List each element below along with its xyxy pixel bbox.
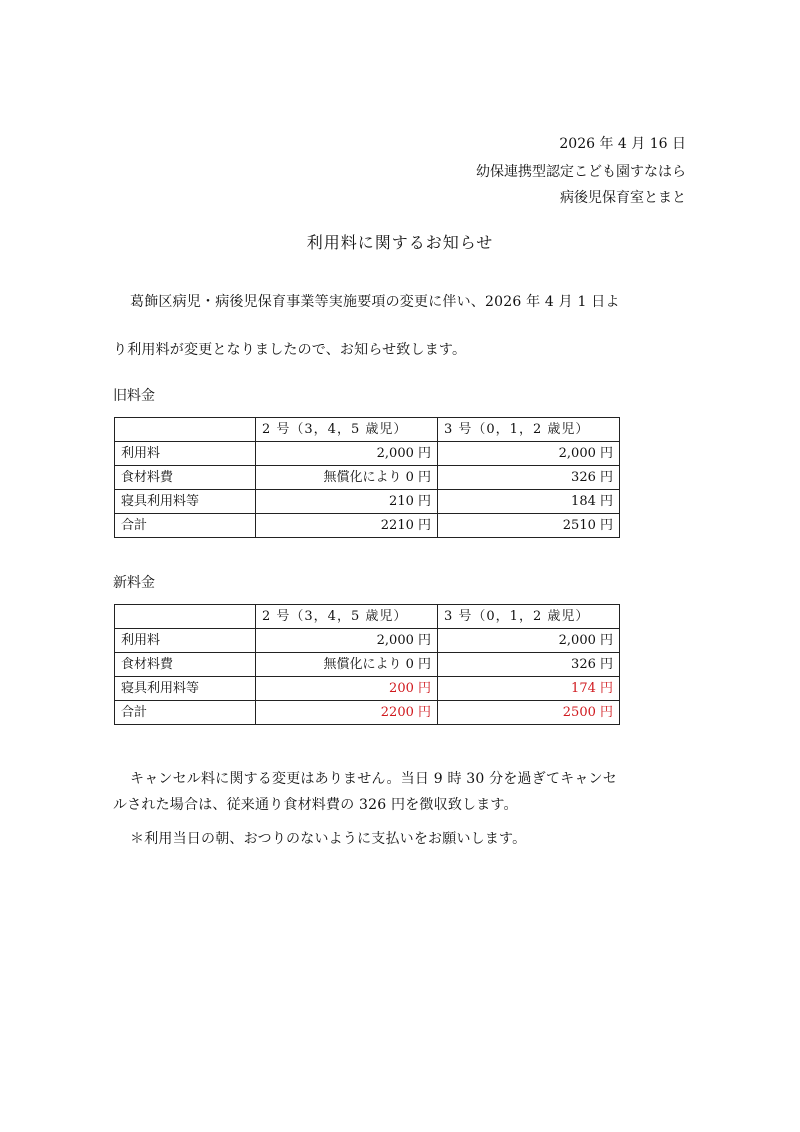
table-header-row bbox=[115, 605, 620, 629]
cancel-note-line-1: キャンセル料に関する変更はありません。当日 9 時 30 分を過ぎてキャンセ bbox=[130, 771, 617, 787]
table-row bbox=[115, 677, 620, 701]
new-fees-table bbox=[114, 604, 620, 725]
intro-line-2: り利用料が変更となりましたので、お知らせ致します。 bbox=[113, 342, 467, 358]
row-label: 寝具利用料等 bbox=[115, 490, 256, 514]
row-label: 食材料費 bbox=[115, 466, 256, 490]
table-cell: 無償化により 0 円 bbox=[256, 653, 438, 677]
table-row bbox=[115, 629, 620, 653]
table-row bbox=[115, 466, 620, 490]
table-header-cell bbox=[115, 418, 256, 442]
table-row bbox=[115, 653, 620, 677]
old-fees-table bbox=[114, 417, 620, 538]
table-header-cell bbox=[115, 605, 256, 629]
row-label: 合計 bbox=[115, 701, 256, 725]
cancel-note-line-2: ルされた場合は、従来通り食材料費の 326 円を徴収致します。 bbox=[113, 797, 518, 813]
new-fees-label: 新料金 bbox=[113, 575, 155, 591]
table-cell: 2,000 円 bbox=[438, 629, 620, 653]
row-label: 合計 bbox=[115, 514, 256, 538]
row-label: 利用料 bbox=[115, 442, 256, 466]
table-row bbox=[115, 514, 620, 538]
organization-name: 幼保連携型認定こども園すなはら bbox=[476, 164, 686, 180]
table-row bbox=[115, 442, 620, 466]
table-cell: 184 円 bbox=[438, 490, 620, 514]
changed-fee-cell: 174 円 bbox=[438, 677, 620, 701]
changed-fee-cell: 2500 円 bbox=[438, 701, 620, 725]
table-cell: 2,000 円 bbox=[256, 442, 438, 466]
table-row bbox=[115, 701, 620, 725]
page-title: 利用料に関するお知らせ bbox=[306, 233, 494, 252]
notice-date: 2026 年 4 月 16 日 bbox=[559, 136, 686, 152]
table-cell: 210 円 bbox=[256, 490, 438, 514]
changed-fee-cell: 2200 円 bbox=[256, 701, 438, 725]
table-header-row bbox=[115, 418, 620, 442]
table-header-cell: 2 号（3，4，5 歳児） bbox=[256, 605, 438, 629]
payment-note: ＊利用当日の朝、おつりのないように支払いをお願いします。 bbox=[130, 831, 527, 847]
table-cell: 2210 円 bbox=[256, 514, 438, 538]
row-label: 食材料費 bbox=[115, 653, 256, 677]
table-header-cell: 3 号（0，1，2 歳児） bbox=[438, 418, 620, 442]
table-cell: 2,000 円 bbox=[438, 442, 620, 466]
table-cell: 2,000 円 bbox=[256, 629, 438, 653]
table-row bbox=[115, 490, 620, 514]
table-header-cell: 3 号（0，1，2 歳児） bbox=[438, 605, 620, 629]
table-cell: 無償化により 0 円 bbox=[256, 466, 438, 490]
table-cell: 2510 円 bbox=[438, 514, 620, 538]
table-cell: 326 円 bbox=[438, 653, 620, 677]
table-header-cell: 2 号（3，4，5 歳児） bbox=[256, 418, 438, 442]
intro-line-1: 葛飾区病児・病後児保育事業等実施要項の変更に伴い、2026 年 4 月 1 日よ bbox=[130, 294, 620, 310]
changed-fee-cell: 200 円 bbox=[256, 677, 438, 701]
row-label: 寝具利用料等 bbox=[115, 677, 256, 701]
table-cell: 326 円 bbox=[438, 466, 620, 490]
row-label: 利用料 bbox=[115, 629, 256, 653]
old-fees-label: 旧料金 bbox=[113, 388, 155, 404]
facility-name: 病後児保育室とまと bbox=[560, 190, 686, 206]
